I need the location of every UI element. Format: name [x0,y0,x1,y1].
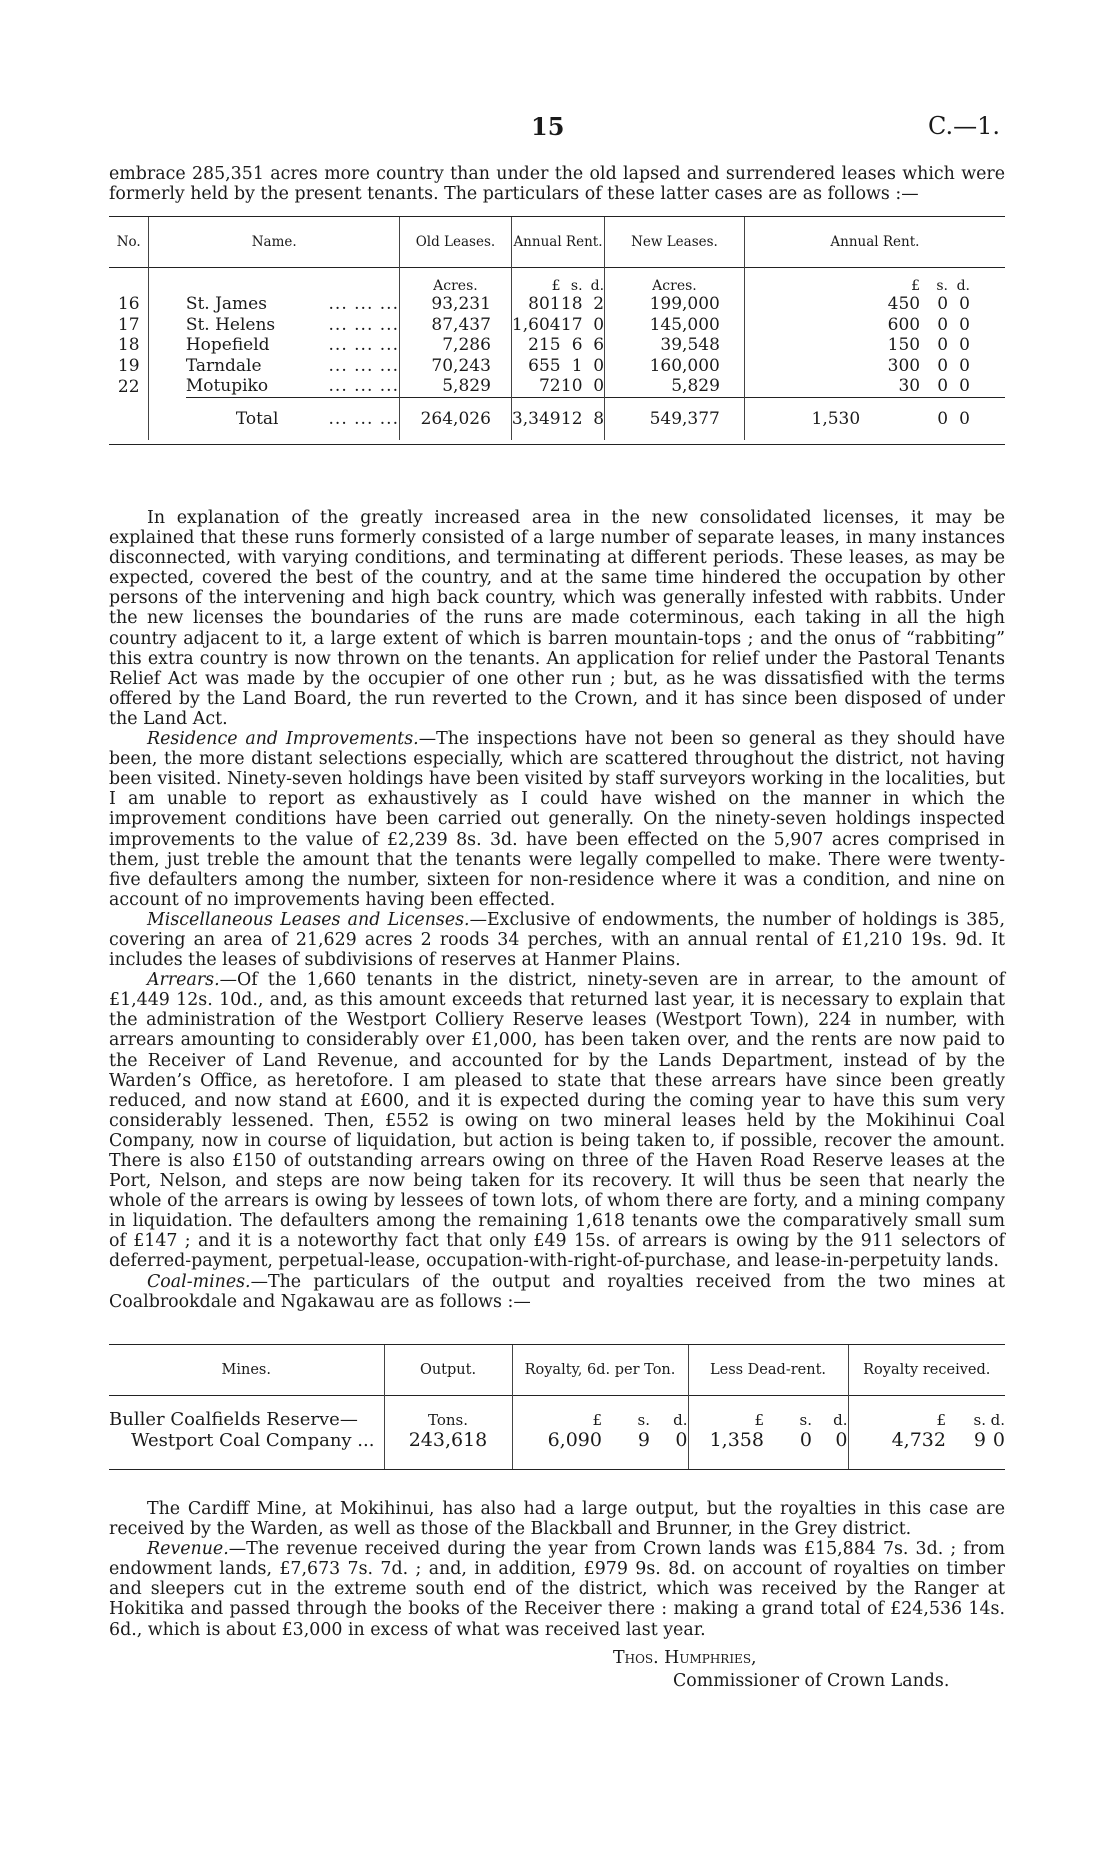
col-new-rent: Annual Rent. [744,217,1005,268]
body-text [109,508,1005,1312]
cardiff-paragraph: The Cardiff Mine, at Mokihinui, has also had a large output, but the royalties in this case are received by the Warden, as well as those of the Blackball and Brunner, in the Grey district. [109,1499,1005,1540]
coal-mines-paragraph: Coal-mines.—The particulars of the output and royalties received from the two mines at Coalbrookdale and Ngakawau are as follows :— [109,1271,1005,1312]
col-old-leases: Old Leases. [399,217,511,268]
revenue-paragraph: Revenue.—The revenue received during the year from Crown lands was £15,884 7s. 3d. ; from endowment lands, £7,673 7s. 7d. ; and, in addition, £979 9s. 8d. on account of royalties on timber and sleepers cut in the extreme south end of the district, which was received by the Ranger at Hokitika and passed through the books of the Receiver there : making a grand total of £24,536 14s. 6d., which is about £3,000 in excess of what was received last year. [109,1539,1005,1640]
signature-name: Thos. Humphries, [613,1648,757,1668]
mines-table [109,1345,1005,1469]
intro-paragraph: embrace 285,351 acres more country than under the old lapsed and surrendered leases which were formerly held by the present tenants. The particulars of these latter cases are as follows :— [109,164,1005,205]
misc-leases-paragraph: Miscellaneous Leases and Licenses.—Exclusive of endowments, the number of holdings is 385, covering an area of 21,629 acres 2 roods 34 perches, with an annual rental of £1,210 19s. 9d. It includes the leases of subdivisions of reserves at Hanmer Plains. [109,909,1005,971]
table-row: 17 St. Helens ... ... ... 87,437 1,604 17 0 145,000 600 0 0 [117,314,970,335]
col-name: Name. [149,217,400,268]
mines-table-header [109,1345,1005,1396]
table-row: 16 St. James ... ... ... 93,231 801 18 2 199,000 450 0 0 [117,294,970,315]
units-row: Acres. £ s. d. Acres. £ s. d. [109,268,1005,295]
arrears-paragraph: Arrears.—Of the 1,660 tenants in the district, ninety-seven are in arrear, to the amount of £1,449 12s. 10d., and, as this amount exceeds that returned last year, it is necessary to explain that the administration of the Westport Colliery Reserve leases (Westport Town), 224 in number, with arrears amounting to considerably over £1,000, has been taken over, and the rents are now paid to the Receiver of Land Revenue, and accounted for by the Lands Department, instead of by the Warden’s Office, as heretofore. I am pleased to state that these arrears have since been greatly reduced, and now stand at £600, and it is expected during the coming year to have this sum very considerably lessened. Then, £552 is owing on two mineral leases held by the Mokihinui Coal Company, now in course of liquidation, but action is being taken to, if possible, recover the amount. There is also £150 of outstanding arrears owing on three of the Haven Road Reserve leases at the Port, Nelson, and steps are now being taken for its recovery. It will thus be seen that nearly the whole of the arrears is owing by lessees of town lots, of whom there are forty, and a mining company in liquidation. The defaulters among the remaining 1,618 tenants owe the comparatively small sum of £147 ; and it is a noteworthy fact that only £49 15s. of arrears is owing by the 911 selectors of deferred-payment, perpetual-lease, occupation-with-right-of-purchase, and lease-in-perpetuity lands. [109,970,1005,1272]
col-mines: Mines. [221,1362,271,1378]
closing-text [109,1499,1005,1640]
col-royalty-received: Royalty received. [848,1345,1005,1396]
runs-table-block [109,216,1005,445]
table-row: 19 Tarndale ... ... ... 70,243 655 1 0 160,000 300 0 0 [117,355,970,376]
explanation-paragraph: In explanation of the greatly increased area in the new consolidated licenses, it may be explained that these runs formerly consisted of a large number of separate leases, in many instances disconnected, with varying conditions, and terminating at different periods. These leases, as may be expected, covered the best of the country, and at the same time hindered the occupation by other persons of the intervening and high back country, which was generally infested with rabbits. Under the new licenses the boundaries of the runs are made coterminous, each taking in all the high country adjacent to it, a large extent of which is barren mountain-tops ; and the onus of “rabbiting” this extra country is now thrown on the tenants. An application for relief under the Pastoral Tenants Relief Act was made by the occupier of one other run ; but, as he was dissatisfied with the terms offered by the Land Board, the run reverted to the Crown, and it has since been disposed of under the Land Act. [109,508,1005,729]
col-old-rent: Annual Rent. [511,217,604,268]
col-dead-rent: Less Dead-rent. [688,1345,848,1396]
mines-table-block [109,1344,1005,1470]
table-row: Westport Coal Company ... 243,618 6,090 9 0 1,358 0 0 4,732 9 0 [131,1429,1005,1451]
signature-title: Commissioner of Crown Lands. [673,1671,950,1691]
residence-paragraph: Residence and Improvements.—The inspections have not been so general as they should have been, the more distant selections especially, which are scattered throughout the district, not having been visited. Ninety-seven holdings have been visited by staff surveyors working in the localities, but I am unable to report as exhaustively as I could have wished on the manner in which the improvement conditions have been carried out generally. On the ninety-seven holdings inspected improvements to the value of £2,239 8s. 3d. have been effected on the 5,907 acres comprised in them, just treble the amount that the tenants were legally compelled to make. There were twenty-five defaulters among the number, sixteen for non-residence where it was a condition, and nine on account of no improvements having been effected. [109,729,1005,910]
runs-table [109,217,1005,440]
table-row: 22 Motupiko ... ... ... 5,829 72 10 0 5,829 30 0 0 [117,376,970,397]
runs-table-header [109,217,1005,268]
document-code: C.—1. [927,112,1000,140]
table-row: 18 Hopefield ... ... ... 7,286 215 6 6 39,548 150 0 0 [117,335,970,356]
page-number: 15 [531,112,565,141]
col-no: No. [116,234,141,250]
col-output: Output. [384,1345,512,1396]
total-row: Total ... ... ... 264,026 3,349 12 8 549,377 1,530 0 0 [109,397,1005,440]
table-row: Buller Coalfields Reserve— Tons. £ s. d. £ s. d. £ s. d. [109,1396,1005,1431]
col-new-leases: New Leases. [605,217,745,268]
col-royalty: Royalty, 6d. per Ton. [512,1345,688,1396]
